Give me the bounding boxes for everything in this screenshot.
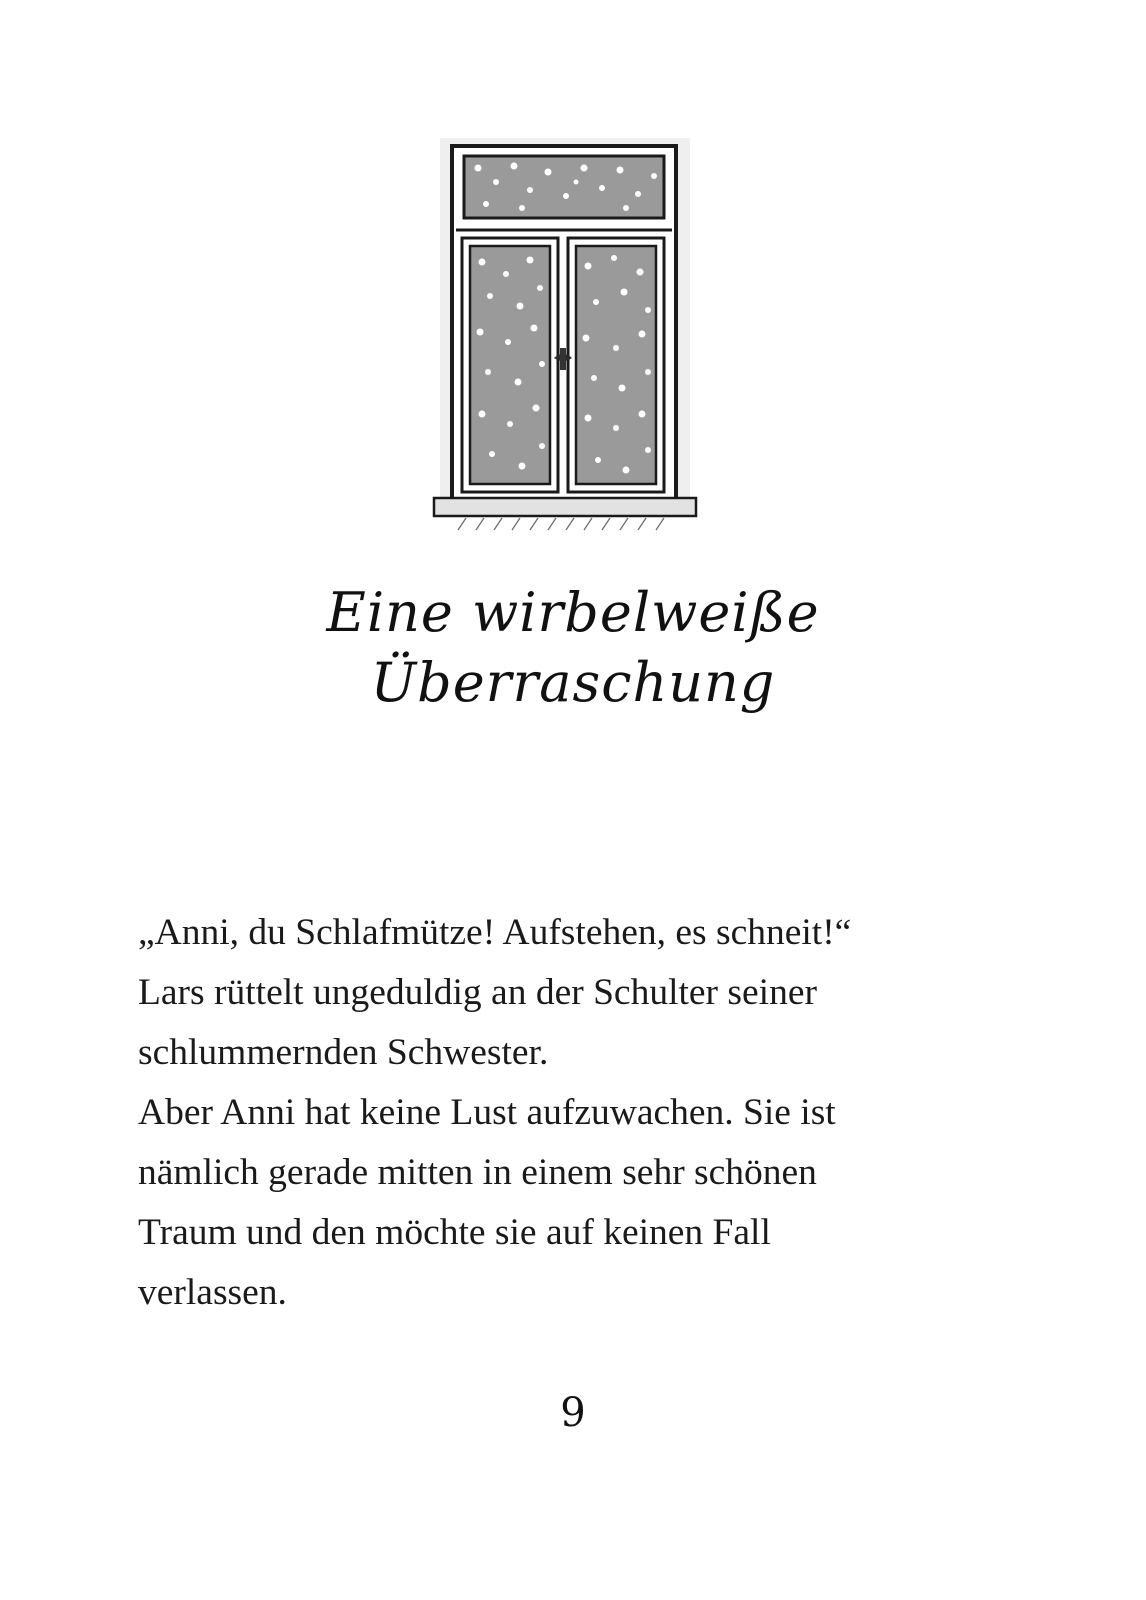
- text-line: Lars rüttelt ungeduldig an der Schulter seiner: [138, 972, 817, 1013]
- chapter-title-line-2: Überraschung: [370, 651, 776, 714]
- text-line: „Anni, du Schlafmütze! Aufstehen, es schneit!“: [138, 912, 852, 953]
- page-number: 9: [560, 1390, 586, 1436]
- text-line: verlassen.: [138, 1272, 287, 1313]
- text-line: schlummernden Schwester.: [138, 1032, 549, 1073]
- chapter-title: [0, 578, 1146, 718]
- text-line: Aber Anni hat keine Lust aufzuwachen. Sie ist: [138, 1092, 836, 1133]
- story-paragraph: [138, 903, 1018, 1323]
- text-line: Traum und den möchte sie auf keinen Fall: [138, 1212, 771, 1253]
- text-line: nämlich gerade mitten in einem sehr schönen: [138, 1152, 817, 1193]
- chapter-title-line-1: Eine wirbelweiße: [326, 581, 820, 644]
- snowy-window-icon: [426, 132, 704, 552]
